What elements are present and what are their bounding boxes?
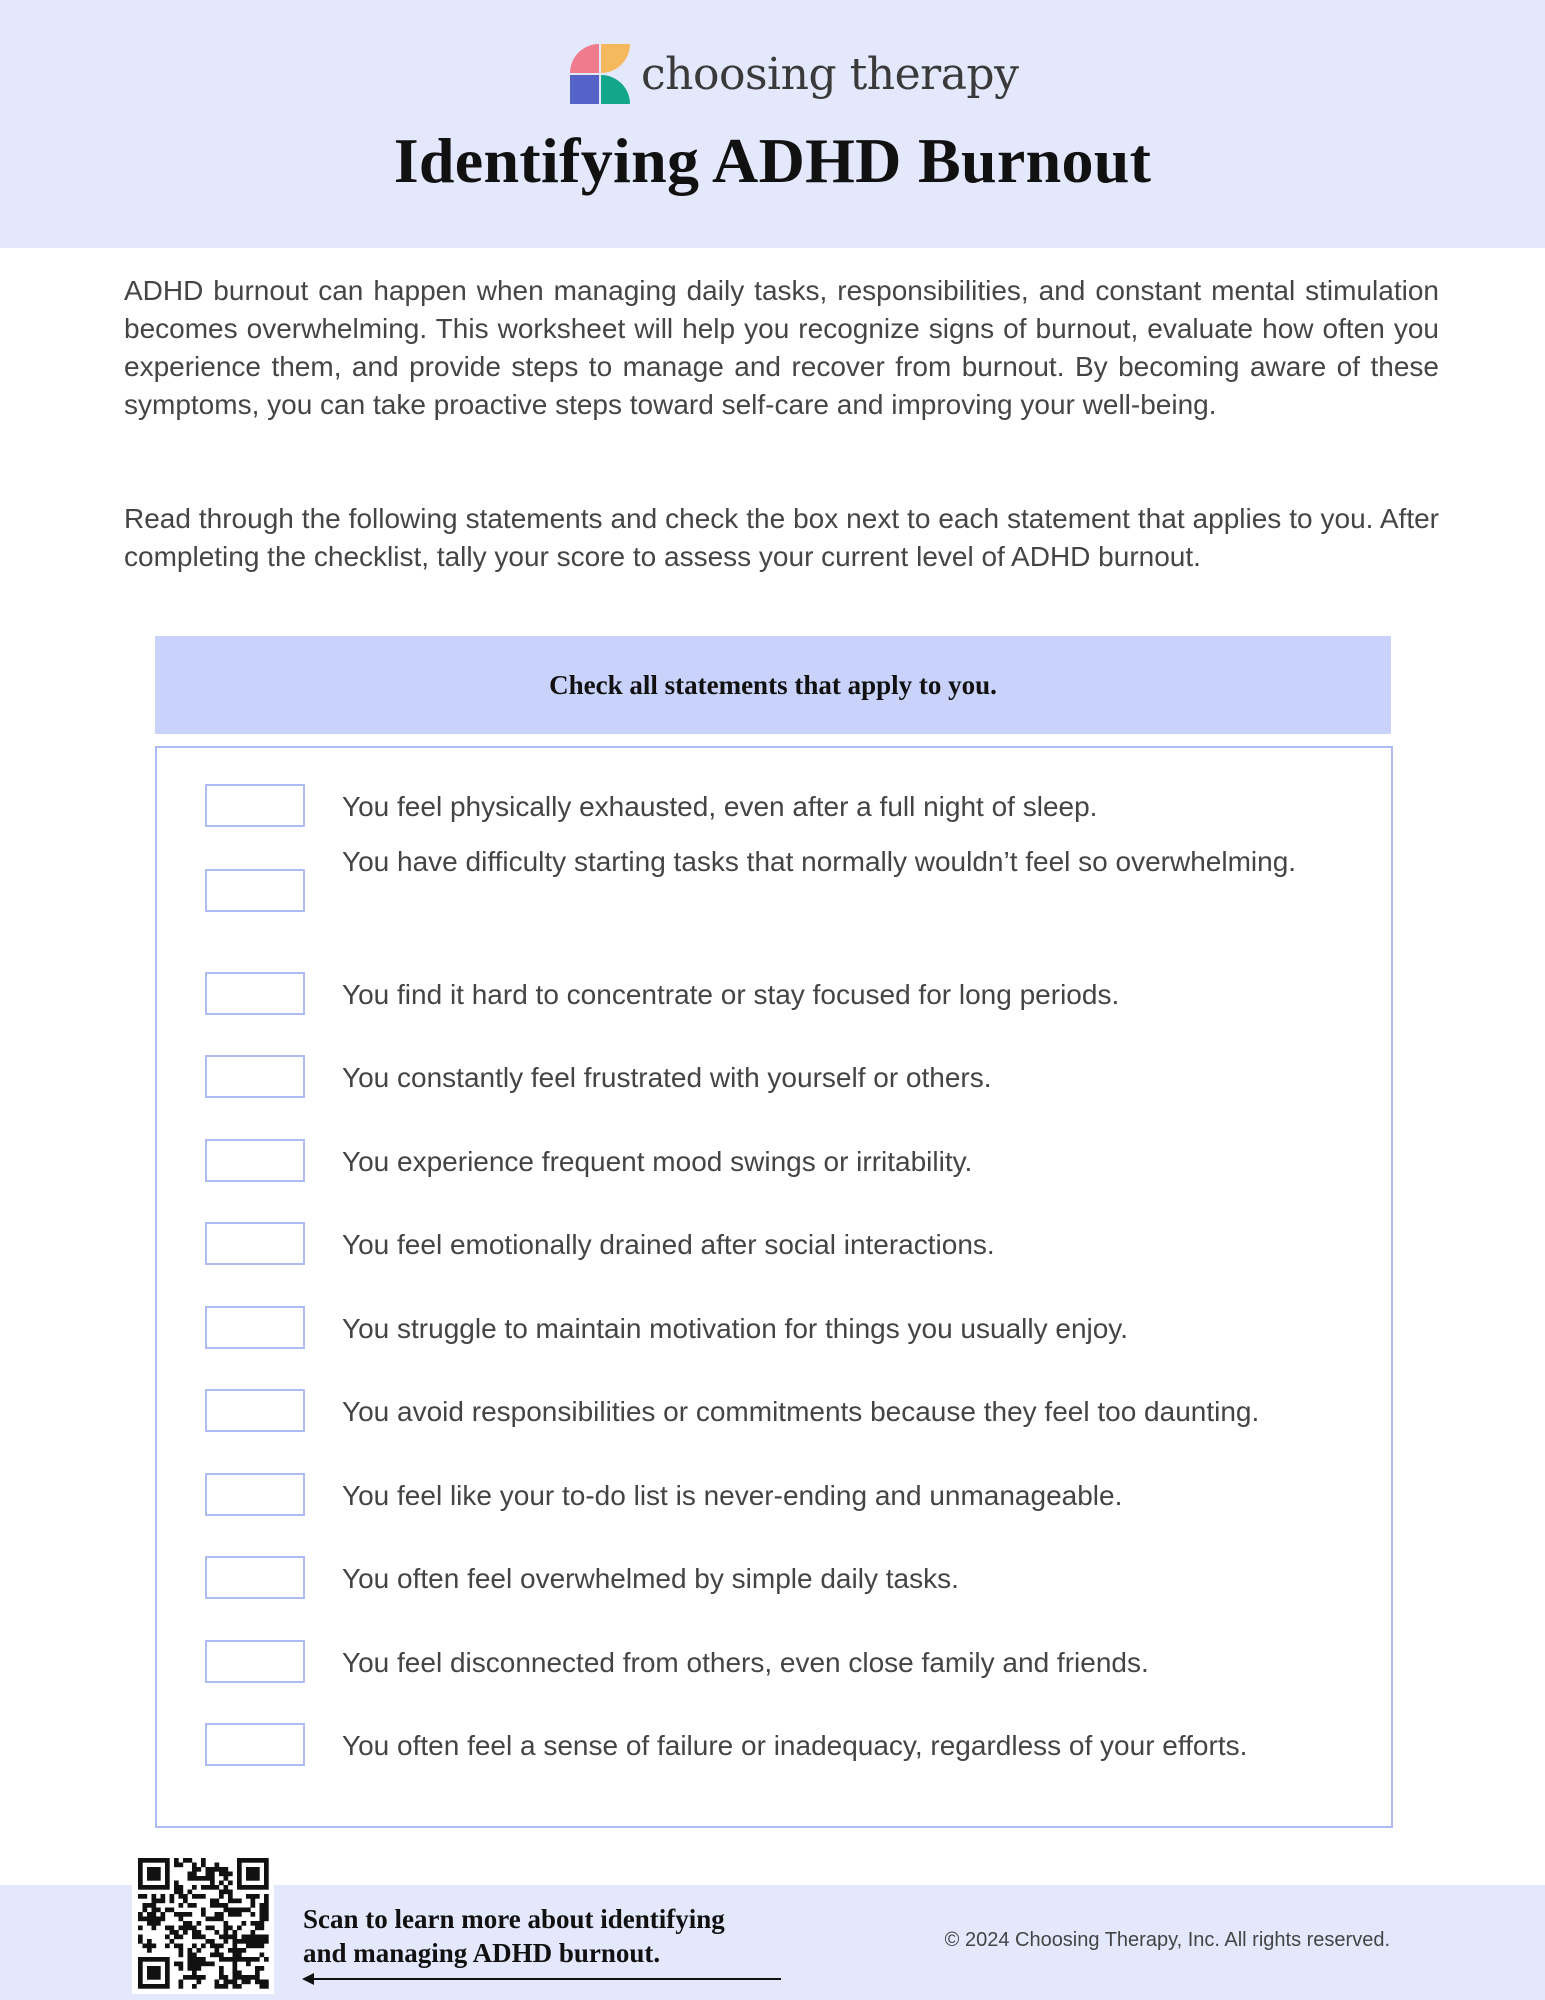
checklist-item-text: You feel emotionally drained after social interactions. xyxy=(342,1229,995,1260)
checklist xyxy=(155,746,1393,1828)
checklist-item-text: You often feel a sense of failure or inadequacy, regardless of your efforts. xyxy=(342,1730,1248,1761)
checklist-item-text: You constantly feel frustrated with yourself or others. xyxy=(342,1062,992,1093)
checklist-item-text: You often feel overwhelmed by simple daily tasks. xyxy=(342,1563,959,1594)
checklist-header xyxy=(155,636,1391,734)
instructions-paragraph: Read through the following statements and check the box next to each statement that applies to you. After completing the checklist, tally your score to assess your current level of ADHD burnout. xyxy=(124,503,1439,572)
qr-code[interactable] xyxy=(132,1852,274,1994)
checkbox[interactable] xyxy=(205,1389,305,1432)
checklist-item-text: You feel physically exhausted, even after a full night of sleep. xyxy=(342,791,1098,822)
qr-code-icon xyxy=(132,1852,274,1994)
checkbox[interactable] xyxy=(205,1222,305,1265)
intro-paragraph: ADHD burnout can happen when managing daily tasks, responsibilities, and constant mental stimulation becomes overwhelming. This worksheet will help you recognize signs of burnout, evaluate how often you experience them, and provide steps to manage and recover from burnout. By becoming aware of these symptoms, you can take proactive steps toward self-care and improving your well-being. xyxy=(124,275,1439,420)
copyright-notice: © 2024 Choosing Therapy, Inc. All rights reserved. xyxy=(944,1929,1390,1951)
checkbox[interactable] xyxy=(205,1640,305,1683)
logo-text: choosing therapy xyxy=(641,48,1019,100)
arrow-left-icon xyxy=(302,1972,782,1986)
scan-prompt-line-2: and managing ADHD burnout. xyxy=(303,1938,661,1968)
checkbox[interactable] xyxy=(205,784,305,827)
scan-prompt xyxy=(303,1902,725,1970)
checkbox[interactable] xyxy=(205,1139,305,1182)
checklist-item-text: You find it hard to concentrate or stay focused for long periods. xyxy=(342,979,1120,1010)
checklist-item-text: You struggle to maintain motivation for things you usually enjoy. xyxy=(342,1313,1129,1344)
checkbox[interactable] xyxy=(205,1306,305,1349)
page-title: Identifying ADHD Burnout xyxy=(393,125,1152,196)
checkbox[interactable] xyxy=(205,1473,305,1516)
checkbox[interactable] xyxy=(205,1055,305,1098)
quatrefoil-logo-icon xyxy=(569,43,631,105)
checkbox[interactable] xyxy=(205,1556,305,1599)
checklist-item-text: You have difficulty starting tasks that normally wouldn’t feel so overwhelming. xyxy=(342,846,1297,877)
checklist-header-text: Check all statements that apply to you. xyxy=(549,669,997,700)
checklist-item-text: You feel disconnected from others, even close family and friends. xyxy=(342,1647,1149,1678)
checklist-item-text: You feel like your to-do list is never-ending and unmanageable. xyxy=(342,1480,1123,1511)
checkbox[interactable] xyxy=(205,972,305,1015)
checklist-item-text: You experience frequent mood swings or irritability. xyxy=(342,1146,973,1177)
checklist-item-text: You avoid responsibilities or commitments because they feel too daunting. xyxy=(342,1396,1260,1427)
brand-logo[interactable] xyxy=(569,43,1018,105)
checkbox[interactable] xyxy=(205,869,305,912)
checkbox[interactable] xyxy=(205,1723,305,1766)
header-banner xyxy=(0,0,1545,248)
scan-prompt-line-1: Scan to learn more about identifying xyxy=(303,1904,725,1934)
